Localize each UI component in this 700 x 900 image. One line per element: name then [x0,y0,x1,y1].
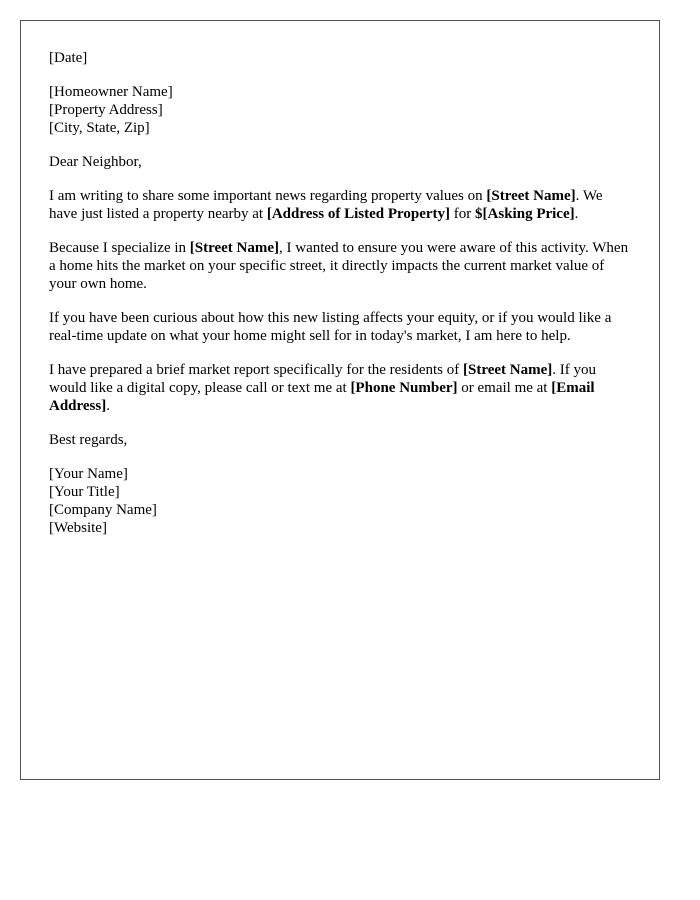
p4-text-3: or email me at [457,380,552,396]
signature-company: [Company Name] [49,502,157,518]
p4-text-4: . [106,398,110,414]
signature-block [49,465,631,537]
recipient-block [49,83,631,137]
salutation: Dear Neighbor, [49,154,142,170]
p4-email-address: [Email Address] [49,380,595,414]
letter-page [20,20,660,780]
p1-text-4: . [574,206,579,222]
recipient-city-state-zip: [City, State, Zip] [49,120,150,136]
p4-street-name: [Street Name] [462,362,553,378]
recipient-name: [Homeowner Name] [49,84,173,100]
p1-listed-address: [Address of Listed Property] [266,206,451,222]
p1-asking-price: $[Asking Price] [475,206,575,222]
p4-text-1: I have prepared a brief market report specifically for the residents of [49,362,463,378]
letter-date [49,49,631,67]
paragraph-listing-news [49,187,631,223]
p2-text-1: Because I specialize in [49,240,190,256]
signature-website: [Website] [49,520,107,536]
signature-name: [Your Name] [49,466,128,482]
p1-street-name: [Street Name] [486,188,576,204]
p2-street-name: [Street Name] [189,240,280,256]
paragraph-equity-offer: If you have been curious about how this new listing affects your equity, or if you would like a real-time update on what your home might sell for in today's market, I am here to help. [49,310,612,344]
p4-phone-number: [Phone Number] [350,380,458,396]
paragraph-specialization [49,239,631,293]
p1-text-2: . We have just listed a property nearby at [49,188,603,222]
p1-text-1: I am writing to share some important news regarding property values on [49,188,487,204]
p4-text-2: . If you would like a digital copy, please call or text me at [49,362,596,396]
closing: Best regards, [49,432,128,448]
date-text: [Date] [49,50,88,66]
signature-title: [Your Title] [49,484,120,500]
recipient-address: [Property Address] [49,102,163,118]
paragraph-market-report [49,361,631,415]
p2-text-2: , I wanted to ensure you were aware of this activity. When a home hits the market on your specific street, it directly impacts the current market value of your own home. [49,240,629,292]
p1-text-3: for [450,206,476,222]
